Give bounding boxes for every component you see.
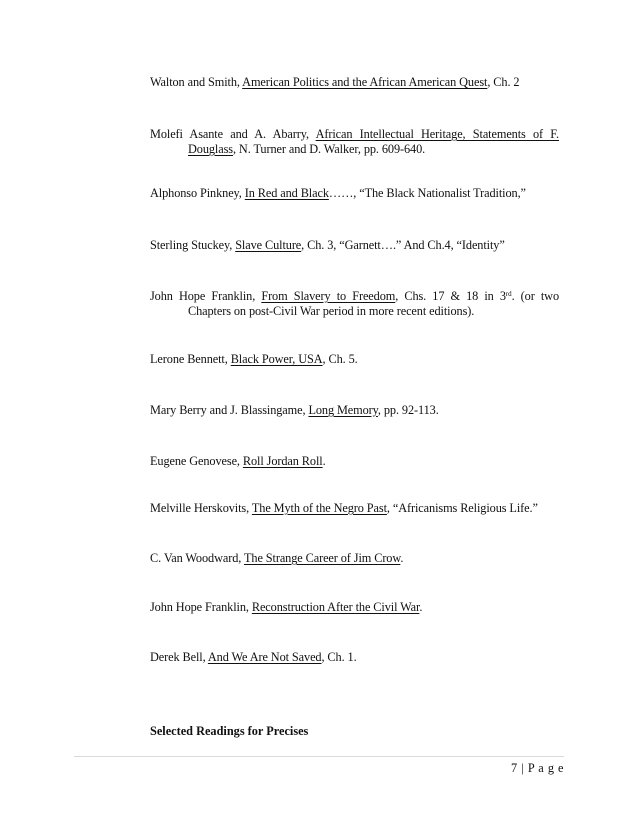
author: C. Van Woodward, xyxy=(150,551,244,565)
entry-franklin-slavery xyxy=(150,289,559,319)
book-title: From Slavery to Freedom xyxy=(261,289,396,303)
book-title: Roll Jordan Roll xyxy=(242,454,323,468)
citation-continuation: Chapters on post-Civil War period in more recent editions). xyxy=(188,304,475,318)
citation-detail: . xyxy=(400,551,404,565)
entry-bell xyxy=(150,650,559,665)
entry-pinkney xyxy=(150,186,559,201)
entry-stuckey xyxy=(150,238,559,253)
citation-detail: , N. Turner and D. Walker, pp. 609-640. xyxy=(232,142,426,156)
footer-divider xyxy=(74,756,564,757)
citation-detail: , Ch. 2 xyxy=(487,75,520,89)
book-title: African Intellectual Heritage, Statements of F. xyxy=(315,127,559,141)
citation-detail: , pp. 92-113. xyxy=(377,403,439,417)
author: John Hope Franklin, xyxy=(150,600,252,614)
citation-detail: . xyxy=(419,600,423,614)
entry-herskovits xyxy=(150,501,559,516)
book-title: The Myth of the Negro Past xyxy=(251,501,387,515)
entry-walton-smith xyxy=(150,75,559,90)
citation-detail: , Chs. 17 & 18 in 3 xyxy=(395,289,506,303)
section-heading: Selected Readings for Precises xyxy=(150,724,309,738)
entry-genovese xyxy=(150,454,559,469)
book-title: American Politics and the African American Quest xyxy=(242,75,488,89)
citation-detail: . xyxy=(322,454,326,468)
entry-franklin-reconstruction xyxy=(150,600,559,615)
book-title: Black Power, USA xyxy=(230,352,323,366)
page-footer xyxy=(511,761,564,776)
page-number: 7 xyxy=(511,761,518,775)
author: Walton and Smith, xyxy=(150,75,243,89)
entry-woodward xyxy=(150,551,559,566)
book-title-continued: Douglass xyxy=(188,142,233,156)
citation-detail: , “Africanisms Religious Life.” xyxy=(386,501,538,515)
author: Sterling Stuckey, xyxy=(150,238,236,252)
entry-berry-blassingame xyxy=(150,403,559,418)
page-label: P a g e xyxy=(527,761,564,775)
citation-detail: , Ch. 3, “Garnett….” And Ch.4, “Identity” xyxy=(301,238,505,252)
author: Mary Berry and J. Blassingame, xyxy=(150,403,309,417)
book-title: In Red and Black xyxy=(244,186,329,200)
citation-detail: , Ch. 1. xyxy=(321,650,357,664)
book-title: Reconstruction After the Civil War xyxy=(251,600,420,614)
author: Melville Herskovits, xyxy=(150,501,252,515)
citation-detail: , Ch. 5. xyxy=(322,352,358,366)
author: Eugene Genovese, xyxy=(150,454,243,468)
book-title: The Strange Career of Jim Crow xyxy=(243,551,401,565)
author: Molefi Asante and A. Abarry, xyxy=(150,127,316,141)
author: John Hope Franklin, xyxy=(150,289,262,303)
book-title: Long Memory xyxy=(308,403,378,417)
author: Derek Bell, xyxy=(150,650,208,664)
book-title: And We Are Not Saved xyxy=(207,650,322,664)
entry-bennett xyxy=(150,352,559,367)
author: Alphonso Pinkney, xyxy=(150,186,245,200)
book-title: Slave Culture xyxy=(235,238,302,252)
ordinal-suffix: rd xyxy=(505,290,512,298)
entry-asante-abarry xyxy=(150,127,559,157)
author: Lerone Bennett, xyxy=(150,352,231,366)
footer-separator: | xyxy=(521,761,525,775)
citation-detail: ……, “The Black Nationalist Tradition,” xyxy=(328,186,526,200)
citation-detail-continued: . (or two xyxy=(511,289,559,303)
